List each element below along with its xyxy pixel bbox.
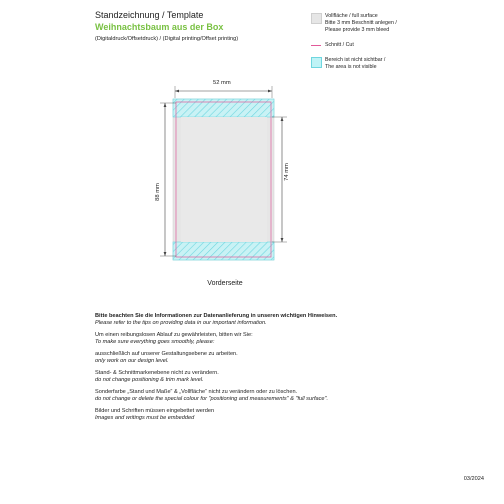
template-title: Standzeichnung / Template	[95, 10, 204, 20]
revision-date: 03/2024	[463, 476, 484, 482]
full-surface-legend-3: Please provide 3 mm bleed	[325, 27, 390, 33]
note-2-en: only work on our design level.	[95, 358, 169, 364]
front-side-label: Vorderseite	[207, 280, 243, 287]
full-surface-legend-2: Bitte 3 mm Beschnitt anlegen /	[325, 20, 397, 26]
inner-height-dimension-label: 74 mm	[284, 163, 290, 181]
note-intro-en: Please refer to the tips on providing data in our important information.	[95, 320, 267, 326]
note-5-en: Images and writings must be embedded	[95, 415, 195, 421]
note-1-de: Um einen reibungslosen Ablauf zu gewährleisten, bitten wir Sie:	[95, 332, 253, 338]
note-1-en: To make sure everything goes smoothly, please:	[95, 339, 215, 345]
product-name: Weihnachtsbaum aus der Box	[95, 22, 224, 32]
note-5-de: Bilder und Schriften müssen eingebettet werden	[95, 408, 215, 414]
note-4-de: Sonderfarbe „Stand und Maße“ & „Vollfläche“ nicht zu verändern oder zu löschen.	[95, 389, 298, 395]
note-3-en: do not change positioning & trim mark level.	[95, 377, 204, 383]
note-4-en: do not change or delete the special colour for "positioning and measurements" & "full surface".	[95, 396, 329, 402]
height-dimension-label: 88 mm	[155, 183, 161, 201]
not-visible-legend-1: Bereich ist nicht sichtbar /	[325, 57, 386, 63]
not-visible-legend-2: The area is not visible	[325, 64, 377, 70]
note-2-de: ausschließlich auf unserer Gestaltungsebene zu arbeiten.	[95, 351, 238, 357]
note-intro-de: Bitte beachten Sie die Informationen zur Datenanlieferung in unseren wichtigen Hinweisen.	[95, 313, 338, 319]
note-3-de: Stand- & Schnittmarkenebene nicht zu verändern.	[95, 370, 219, 376]
full-surface-legend-1: Vollfläche / full surface	[325, 13, 378, 19]
cut-legend: Schnitt / Cut	[325, 42, 354, 48]
data-delivery-notes	[95, 313, 475, 427]
print-method-info: (Digitaldruck/Offsetdruck) / (Digital printing/Offset printing)	[95, 36, 239, 42]
visible-panel	[181, 117, 267, 242]
width-dimension-label: 52 mm	[213, 80, 231, 86]
